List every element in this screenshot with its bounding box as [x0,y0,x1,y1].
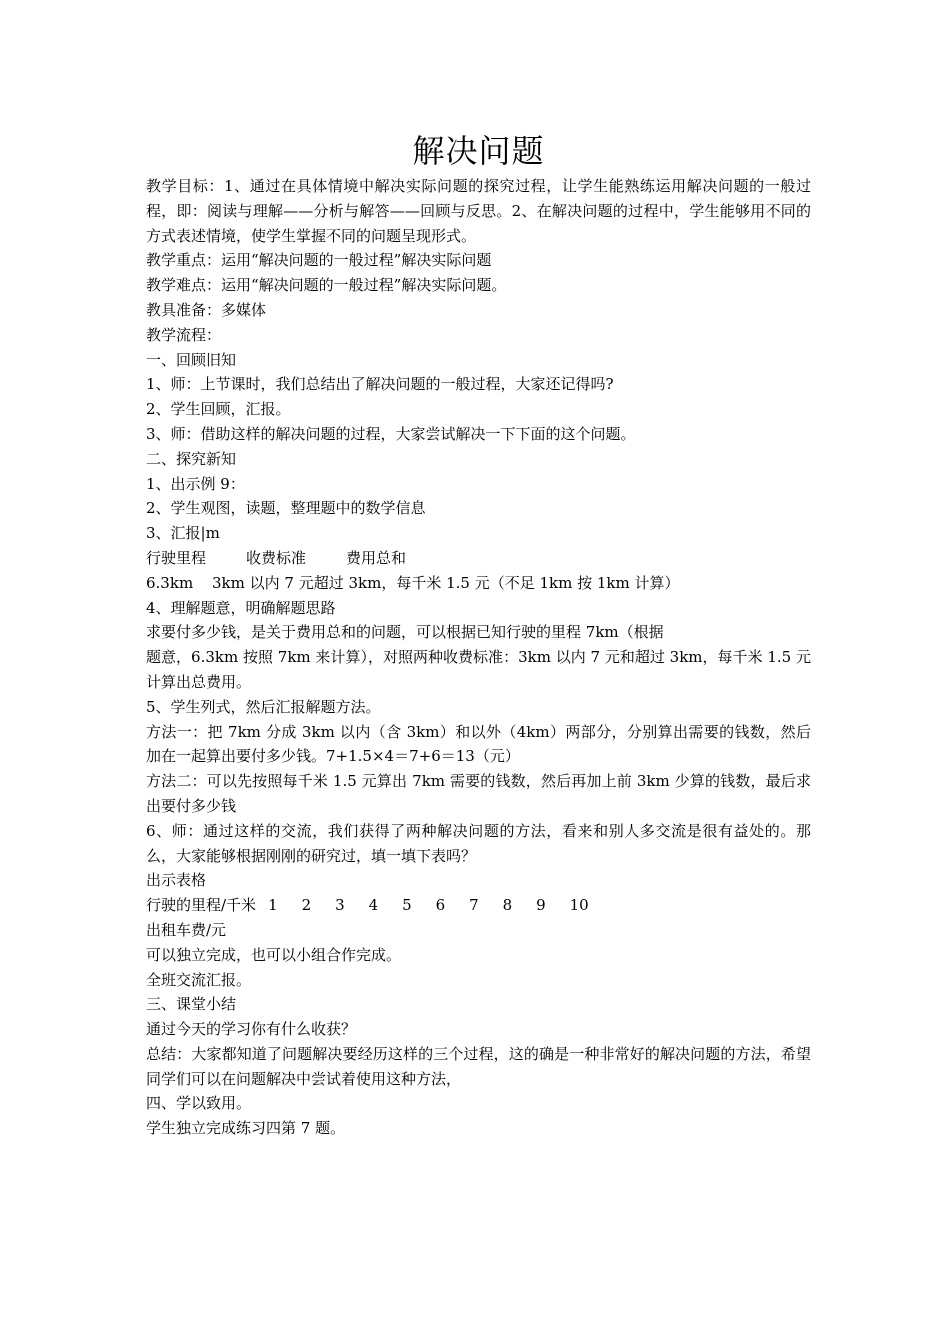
page-title: 解决问题 [412,132,545,170]
section-2-heading: 二、探究新知 [146,449,237,468]
section-3-heading: 三、课堂小结 [146,995,237,1014]
teaching-difficulty: 教学难点：运用“解决问题的一般过程”解决实际问题。 [146,276,507,295]
info-table-header-total: 费用总和 [346,548,407,567]
teaching-process-label: 教学流程： [146,325,222,344]
fare-table-mileage-label: 行驶的里程/千米 [146,896,257,915]
fare-table-row-fare [146,918,811,943]
section-4-task: 学生独立完成练习四第 7 题。 [146,1119,346,1138]
section-1-item-3: 3、师：借助这样的解决问题的过程，大家尝试解决一下下面的这个问题。 [146,424,636,443]
section-3-summary: 总结：大家都知道了问题解决要经历这样的三个过程，这的确是一种非常好的解决问题的方法，希望同学们可以在问题解决中尝试着使用这种方法， [146,1044,811,1088]
section-2-item-4-text-1: 求要付多少钱，是关于费用总和的问题，可以根据已知行驶的里程 7km（根据 [146,623,664,642]
info-table-header [146,546,811,571]
section-2-item-1: 1、出示例 9： [146,474,245,493]
section-4-heading: 四、学以致用。 [146,1094,252,1113]
fare-table-cell: 3 [335,896,345,915]
fare-table-cell: 7 [469,896,479,915]
independent-work-note: 可以独立完成，也可以小组合作完成。 [146,945,402,964]
section-1-heading: 一、回顾旧知 [146,350,237,369]
fare-table-cell: 4 [368,896,379,915]
teaching-tools: 教具准备：多媒体 [146,300,267,319]
info-table-header-standard: 收费标准 [246,548,307,567]
info-table-header-mileage: 行驶里程 [146,548,207,567]
info-table-row [146,571,811,596]
fare-table-cell: 2 [301,896,312,915]
section-3-question: 通过今天的学习你有什么收获？ [146,1020,357,1039]
section-1-item-1: 1、师：上节课时，我们总结出了解决问题的一般过程，大家还记得吗? [146,375,614,394]
method-one: 方法一：把 7km 分成 3km 以内（含 3km）和以外（4km）两部分，分别算出需要的钱数，然后加在一起算出要付多少钱。7+1.5×4＝7+6＝13（元） [146,722,811,766]
fare-table-cell: 1 [268,896,278,915]
teaching-objectives: 教学目标：1、通过在具体情境中解决实际问题的探究过程，让学生能熟练运用解决问题的一般过程，即：阅读与理解——分析与解答——回顾与反思。2、在解决问题的过程中，学生能够用不同的方式表述情境，使学生掌握不同的问题呈现形式。 [146,177,811,245]
fare-table-cell: 6 [435,896,446,915]
section-2-item-4: 4、理解题意，明确解题思路 [146,598,336,617]
section-1-item-2: 2、学生回顾，汇报。 [146,400,291,419]
section-2-item-2: 2、学生观图，读题，整理题中的数学信息 [146,499,426,518]
section-2-item-4-text-2: 题意，6.3km 按照 7km 来计算），对照两种收费标准：3km 以内 7 元和超过 3km，每千米 1.5 元计算出总费用。 [146,648,811,691]
show-table-label: 出示表格 [146,871,207,890]
section-2-item-6: 6、师：通过这样的交流，我们获得了两种解决问题的方法，看来和别人多交流是很有益处的。那么，大家能够根据刚刚的研究过，填一填下表吗？ [146,821,811,865]
info-table-cell-mileage: 6.3km [146,573,194,592]
fare-table-cell: 5 [402,896,412,915]
section-2-item-5: 5、学生列式，然后汇报解题方法。 [146,697,381,716]
info-table-cell-standard: 3km 以内 7 元超过 3km，每千米 1.5 元（不足 1km 按 1km 计算） [212,573,680,592]
document-page [146,128,811,1141]
fare-table-cell: 9 [536,896,546,915]
fare-table-row-mileage [146,893,811,918]
class-report-note: 全班交流汇报。 [146,970,252,989]
section-2-item-3: 3、汇报|m [146,524,220,543]
teaching-key-point: 教学重点：运用“解决问题的一般过程”解决实际问题 [146,251,492,270]
fare-table-fare-label: 出租车费/元 [146,920,227,939]
method-two: 方法二：可以先按照每千米 1.5 元算出 7km 需要的钱数，然后再加上前 3km 少算的钱数，最后求出要付多少钱 [146,772,811,815]
fare-table-cell: 8 [502,896,513,915]
fare-table-cell: 10 [569,896,589,915]
